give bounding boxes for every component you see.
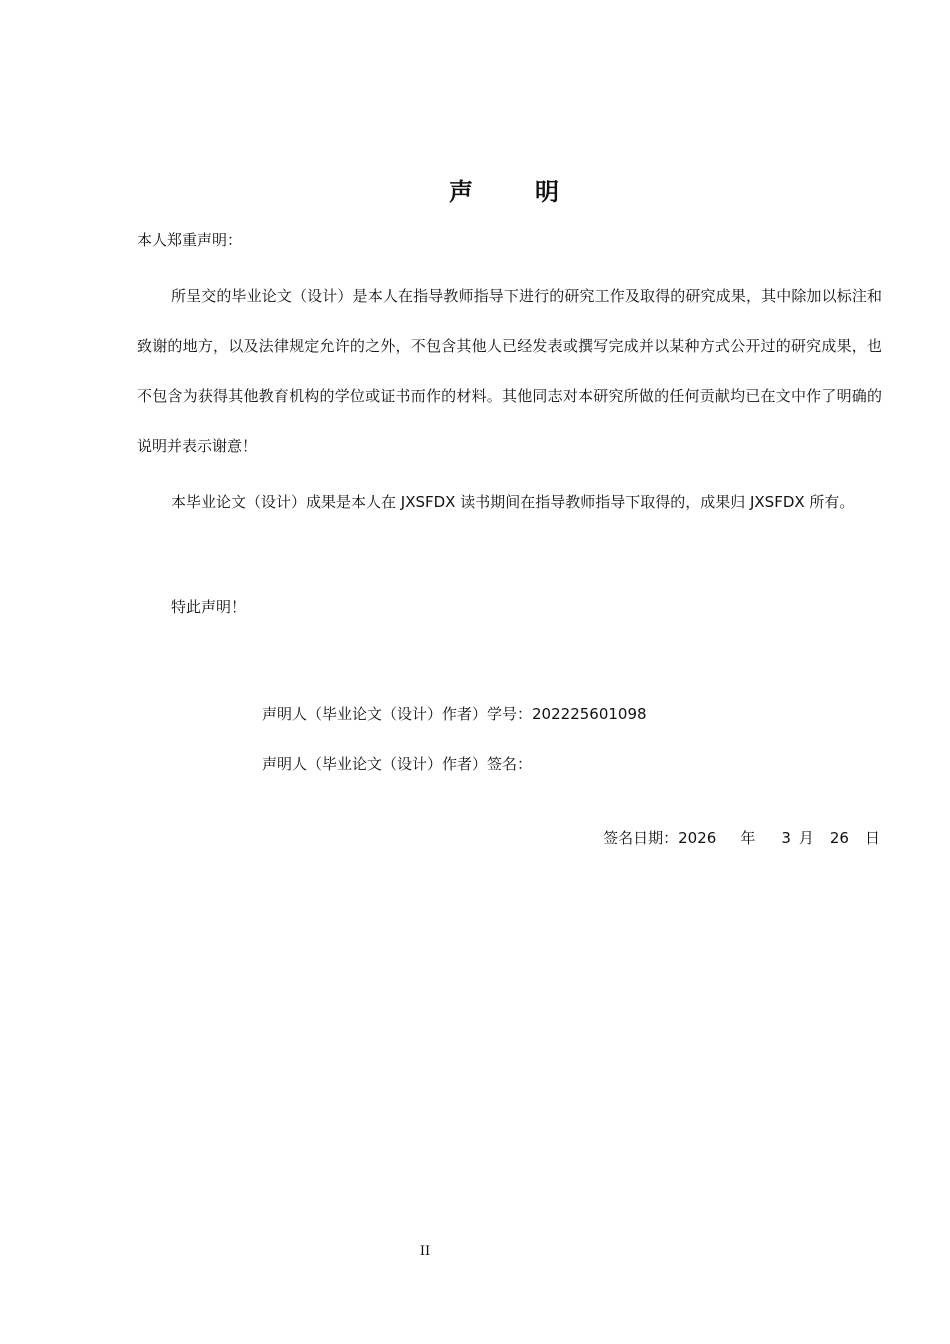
signature-date	[603, 828, 880, 848]
title-char-1: 声	[449, 178, 475, 206]
date-year: 2026	[678, 829, 717, 847]
closing-statement: 特此声明！	[171, 598, 247, 616]
declaration-paragraph-2: 本毕业论文（设计）成果是本人在 JXSFDX 读书期间在指导教师指导下取得的，成果归 JXSFDX 所有。	[171, 493, 855, 511]
date-month-unit: 月	[798, 829, 814, 847]
student-id-label: 声明人（毕业论文（设计）作者）学号：	[262, 705, 533, 723]
student-id-value: 202225601098	[532, 705, 647, 723]
date-day-unit: 日	[864, 829, 880, 847]
date-label: 签名日期：	[603, 829, 679, 847]
opening-statement: 本人郑重声明：	[137, 231, 243, 249]
signature-label: 声明人（毕业论文（设计）作者）签名：	[262, 755, 533, 773]
title-char-2: 明	[535, 178, 561, 206]
date-day: 26	[829, 829, 849, 847]
page-number: II	[419, 1244, 431, 1259]
signature-line	[262, 754, 532, 774]
date-month: 3	[781, 829, 791, 847]
date-year-unit: 年	[740, 829, 756, 847]
declaration-paragraph-1: 所呈交的毕业论文（设计）是本人在指导教师指导下进行的研究工作及取得的研究成果，其中除加以标注和致谢的地方，以及法律规定允许的之外，不包含其他人已经发表或撰写完成并以某种方式公开过的研究成果，也不包含为获得其他教育机构的学位或证书而作的材料。其他同志对本研究所做的任何贡献均已在文中作了明确的说明并表示谢意！	[137, 287, 882, 455]
student-id-line	[262, 704, 647, 724]
page-title	[30, 172, 950, 207]
